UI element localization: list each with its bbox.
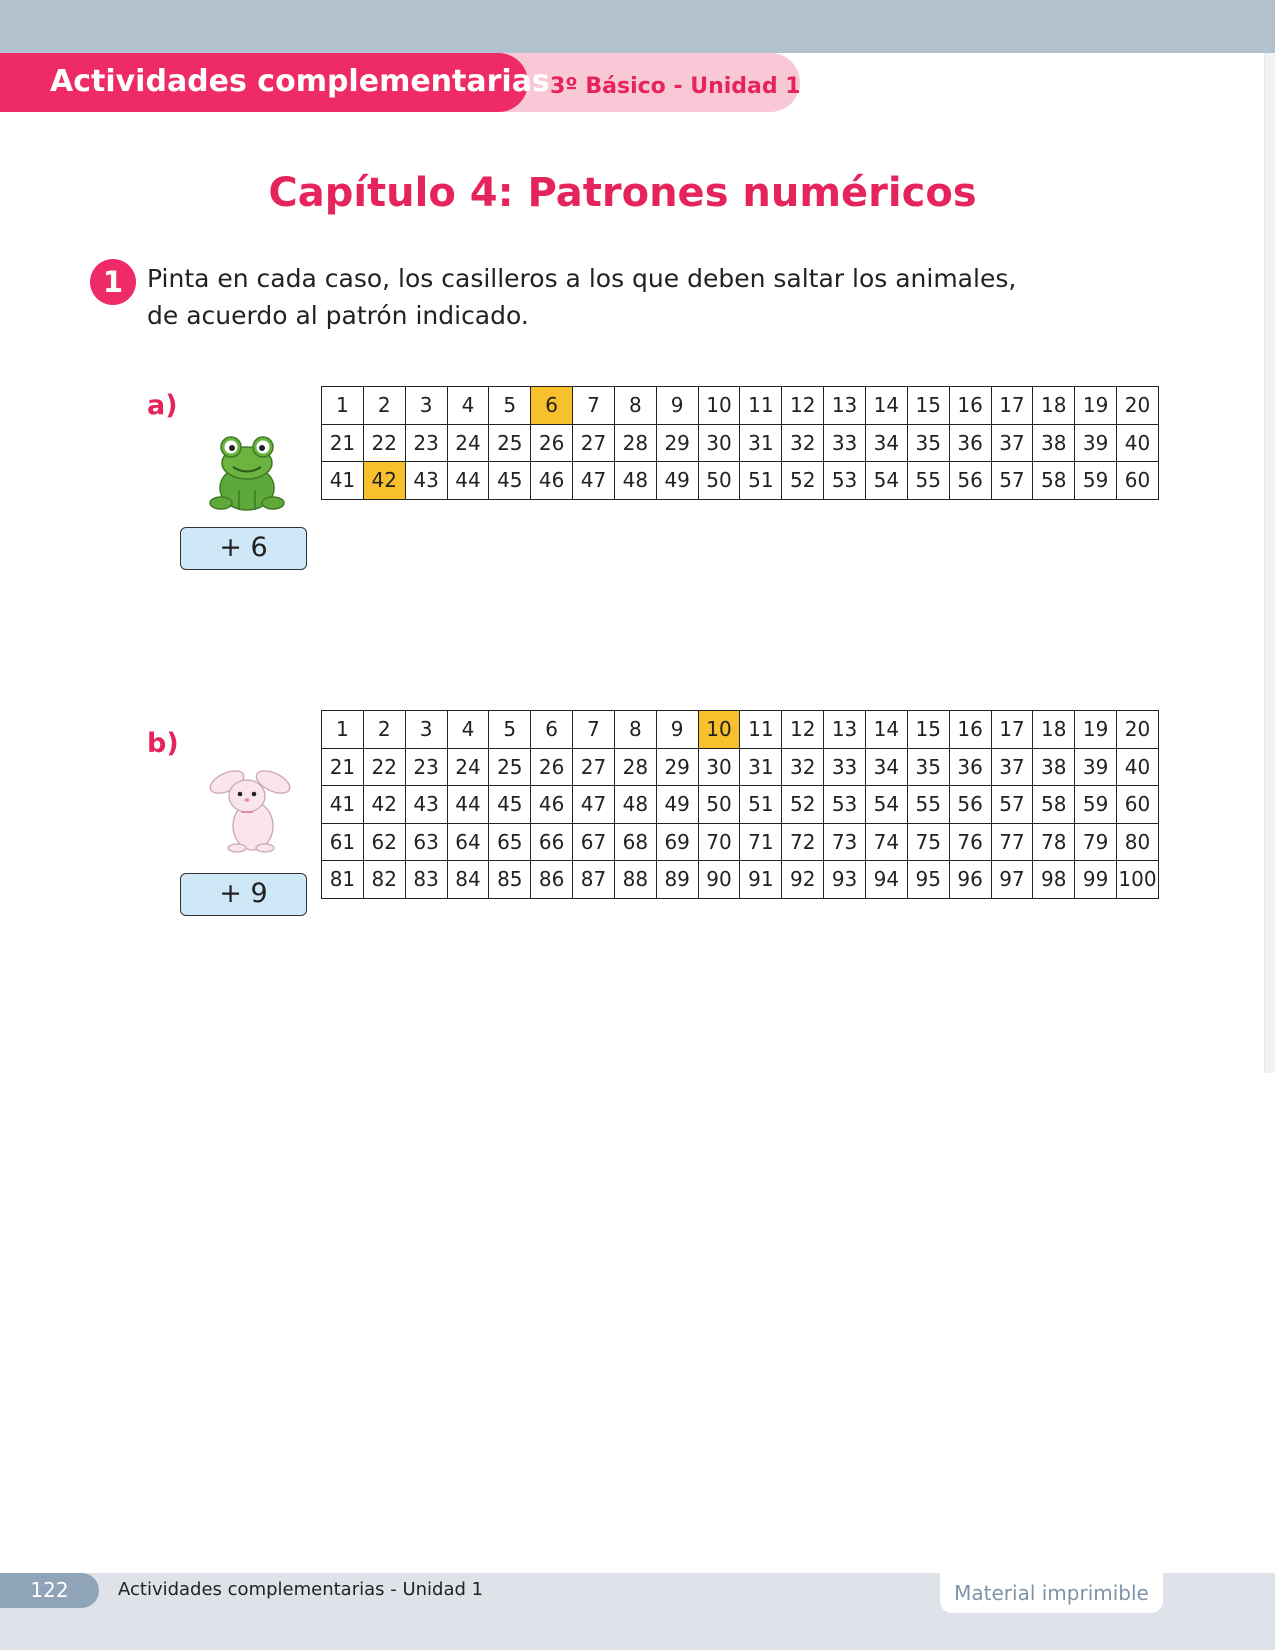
grid-cell-28[interactable]: 28 — [614, 748, 656, 786]
grid-cell-23[interactable]: 23 — [405, 748, 447, 786]
grid-cell-22[interactable]: 22 — [363, 748, 405, 786]
grid-cell-14[interactable]: 14 — [865, 387, 907, 425]
header-title: Actividades complementarias — [50, 64, 550, 99]
grid-cell-50[interactable]: 50 — [698, 786, 740, 824]
grid-cell-35[interactable]: 35 — [907, 748, 949, 786]
grid-cell-4[interactable]: 4 — [447, 387, 489, 425]
grid-cell-2[interactable]: 2 — [363, 387, 405, 425]
grid-cell-94[interactable]: 94 — [865, 861, 907, 899]
grid-cell-27[interactable]: 27 — [573, 424, 615, 462]
grid-cell-6[interactable]: 6 — [531, 711, 573, 749]
footer-text: Actividades complementarias - Unidad 1 — [118, 1579, 484, 1600]
material-imprimible-label: Material imprimible — [940, 1573, 1163, 1613]
grid-row — [322, 462, 1159, 500]
grid-cell-25[interactable]: 25 — [489, 748, 531, 786]
grid-cell-63[interactable]: 63 — [405, 823, 447, 861]
grid-cell-38[interactable]: 38 — [1033, 748, 1075, 786]
grid-cell-57[interactable]: 57 — [991, 462, 1033, 500]
grid-cell-24[interactable]: 24 — [447, 748, 489, 786]
grid-cell-7[interactable]: 7 — [573, 387, 615, 425]
grid-cell-54[interactable]: 54 — [865, 462, 907, 500]
grid-cell-43[interactable]: 43 — [405, 786, 447, 824]
grid-cell-26[interactable]: 26 — [531, 748, 573, 786]
grid-row — [322, 748, 1159, 786]
question-instruction: Pinta en cada caso, los casilleros a los que deben saltar los animales, de acuerdo al patrón indicado. — [147, 264, 1017, 330]
grid-cell-21[interactable]: 21 — [322, 424, 364, 462]
grid-cell-44[interactable]: 44 — [447, 462, 489, 500]
grid-cell-45[interactable]: 45 — [489, 786, 531, 824]
grid-cell-36[interactable]: 36 — [949, 748, 991, 786]
grid-cell-1[interactable]: 1 — [322, 711, 364, 749]
grid-cell-14[interactable]: 14 — [865, 711, 907, 749]
grid-cell-4[interactable]: 4 — [447, 711, 489, 749]
grid-cell-84[interactable]: 84 — [447, 861, 489, 899]
grid-cell-57[interactable]: 57 — [991, 786, 1033, 824]
grid-cell-60[interactable]: 60 — [1117, 462, 1159, 500]
grid-cell-33[interactable]: 33 — [824, 748, 866, 786]
grid-cell-48[interactable]: 48 — [614, 786, 656, 824]
grid-cell-52[interactable]: 52 — [782, 462, 824, 500]
grid-cell-34[interactable]: 34 — [865, 748, 907, 786]
grid-cell-7[interactable]: 7 — [573, 711, 615, 749]
pattern-box-b: + 9 — [180, 873, 307, 916]
grid-row — [322, 711, 1159, 749]
grid-cell-11[interactable]: 11 — [740, 711, 782, 749]
grid-cell-47[interactable]: 47 — [573, 462, 615, 500]
grid-cell-30[interactable]: 30 — [698, 748, 740, 786]
grid-cell-21[interactable]: 21 — [322, 748, 364, 786]
grid-cell-3[interactable]: 3 — [405, 711, 447, 749]
grid-cell-92[interactable]: 92 — [782, 861, 824, 899]
grid-cell-24[interactable]: 24 — [447, 424, 489, 462]
grid-cell-11[interactable]: 11 — [740, 387, 782, 425]
grid-cell-72[interactable]: 72 — [782, 823, 824, 861]
grid-cell-28[interactable]: 28 — [614, 424, 656, 462]
grid-cell-78[interactable]: 78 — [1033, 823, 1075, 861]
grid-cell-88[interactable]: 88 — [614, 861, 656, 899]
grid-cell-73[interactable]: 73 — [824, 823, 866, 861]
grid-cell-41[interactable]: 41 — [322, 786, 364, 824]
grid-cell-5[interactable]: 5 — [489, 711, 531, 749]
grid-cell-12[interactable]: 12 — [782, 387, 824, 425]
grid-cell-67[interactable]: 67 — [573, 823, 615, 861]
grid-cell-20[interactable]: 20 — [1117, 711, 1159, 749]
top-bar — [0, 0, 1275, 53]
grid-cell-18[interactable]: 18 — [1033, 387, 1075, 425]
grid-cell-59[interactable]: 59 — [1075, 786, 1117, 824]
grid-cell-1[interactable]: 1 — [322, 387, 364, 425]
grid-cell-93[interactable]: 93 — [824, 861, 866, 899]
grid-row — [322, 387, 1159, 425]
grid-cell-39[interactable]: 39 — [1075, 748, 1117, 786]
grid-cell-97[interactable]: 97 — [991, 861, 1033, 899]
grid-cell-100[interactable]: 100 — [1117, 861, 1159, 899]
grid-cell-66[interactable]: 66 — [531, 823, 573, 861]
grid-cell-19[interactable]: 19 — [1075, 711, 1117, 749]
pattern-box-a: + 6 — [180, 527, 307, 570]
grid-cell-6[interactable]: 6 — [531, 387, 573, 425]
grid-cell-18[interactable]: 18 — [1033, 711, 1075, 749]
page-number: 122 — [0, 1573, 99, 1608]
grid-cell-5[interactable]: 5 — [489, 387, 531, 425]
grid-row — [322, 823, 1159, 861]
grid-cell-49[interactable]: 49 — [656, 786, 698, 824]
grid-cell-39[interactable]: 39 — [1075, 424, 1117, 462]
grid-cell-49[interactable]: 49 — [656, 462, 698, 500]
part-b-label: b) — [147, 728, 179, 759]
grid-cell-44[interactable]: 44 — [447, 786, 489, 824]
page-edge — [1264, 53, 1275, 1073]
grid-cell-98[interactable]: 98 — [1033, 861, 1075, 899]
grid-cell-85[interactable]: 85 — [489, 861, 531, 899]
grid-cell-26[interactable]: 26 — [531, 424, 573, 462]
grid-cell-12[interactable]: 12 — [782, 711, 824, 749]
grid-cell-58[interactable]: 58 — [1033, 462, 1075, 500]
grid-cell-61[interactable]: 61 — [322, 823, 364, 861]
grid-cell-48[interactable]: 48 — [614, 462, 656, 500]
grid-cell-51[interactable]: 51 — [740, 786, 782, 824]
grid-cell-50[interactable]: 50 — [698, 462, 740, 500]
grid-cell-38[interactable]: 38 — [1033, 424, 1075, 462]
grid-cell-55[interactable]: 55 — [907, 786, 949, 824]
grid-cell-29[interactable]: 29 — [656, 748, 698, 786]
grid-cell-86[interactable]: 86 — [531, 861, 573, 899]
grid-cell-30[interactable]: 30 — [698, 424, 740, 462]
grid-cell-80[interactable]: 80 — [1117, 823, 1159, 861]
grid-cell-37[interactable]: 37 — [991, 748, 1033, 786]
grid-cell-76[interactable]: 76 — [949, 823, 991, 861]
grid-cell-33[interactable]: 33 — [824, 424, 866, 462]
grid-cell-8[interactable]: 8 — [614, 387, 656, 425]
grid-cell-59[interactable]: 59 — [1075, 462, 1117, 500]
grid-cell-17[interactable]: 17 — [991, 711, 1033, 749]
grid-cell-90[interactable]: 90 — [698, 861, 740, 899]
grid-cell-56[interactable]: 56 — [949, 462, 991, 500]
grid-cell-32[interactable]: 32 — [782, 424, 824, 462]
grid-cell-46[interactable]: 46 — [531, 786, 573, 824]
grid-cell-15[interactable]: 15 — [907, 387, 949, 425]
question-number: 1 — [90, 259, 136, 305]
grid-cell-55[interactable]: 55 — [907, 462, 949, 500]
rabbit-icon — [205, 760, 295, 855]
grid-row — [322, 424, 1159, 462]
grid-cell-65[interactable]: 65 — [489, 823, 531, 861]
grid-cell-87[interactable]: 87 — [573, 861, 615, 899]
grid-row — [322, 861, 1159, 899]
grid-row — [322, 786, 1159, 824]
grid-cell-20[interactable]: 20 — [1117, 387, 1159, 425]
grid-cell-9[interactable]: 9 — [656, 711, 698, 749]
grid-cell-31[interactable]: 31 — [740, 424, 782, 462]
grid-cell-42[interactable]: 42 — [363, 462, 405, 500]
grid-cell-64[interactable]: 64 — [447, 823, 489, 861]
grid-cell-29[interactable]: 29 — [656, 424, 698, 462]
grid-cell-13[interactable]: 13 — [824, 387, 866, 425]
grid-cell-31[interactable]: 31 — [740, 748, 782, 786]
grid-cell-91[interactable]: 91 — [740, 861, 782, 899]
grid-cell-99[interactable]: 99 — [1075, 861, 1117, 899]
grid-cell-41[interactable]: 41 — [322, 462, 364, 500]
grid-cell-70[interactable]: 70 — [698, 823, 740, 861]
grid-cell-47[interactable]: 47 — [573, 786, 615, 824]
grid-cell-37[interactable]: 37 — [991, 424, 1033, 462]
frog-icon — [205, 430, 290, 515]
number-grid-a — [321, 386, 1159, 500]
grid-cell-3[interactable]: 3 — [405, 387, 447, 425]
grid-cell-53[interactable]: 53 — [824, 462, 866, 500]
grid-cell-13[interactable]: 13 — [824, 711, 866, 749]
grid-cell-34[interactable]: 34 — [865, 424, 907, 462]
grid-cell-74[interactable]: 74 — [865, 823, 907, 861]
grid-cell-40[interactable]: 40 — [1117, 748, 1159, 786]
number-grid-b — [321, 710, 1159, 899]
grid-cell-35[interactable]: 35 — [907, 424, 949, 462]
grid-cell-53[interactable]: 53 — [824, 786, 866, 824]
grid-cell-42[interactable]: 42 — [363, 786, 405, 824]
grid-cell-15[interactable]: 15 — [907, 711, 949, 749]
grid-cell-16[interactable]: 16 — [949, 387, 991, 425]
grid-cell-95[interactable]: 95 — [907, 861, 949, 899]
grid-cell-10[interactable]: 10 — [698, 387, 740, 425]
grid-cell-83[interactable]: 83 — [405, 861, 447, 899]
grid-cell-25[interactable]: 25 — [489, 424, 531, 462]
grid-cell-8[interactable]: 8 — [614, 711, 656, 749]
grid-cell-75[interactable]: 75 — [907, 823, 949, 861]
header-subtitle: 3º Básico - Unidad 1 — [550, 74, 801, 99]
grid-cell-81[interactable]: 81 — [322, 861, 364, 899]
grid-cell-62[interactable]: 62 — [363, 823, 405, 861]
part-a-label: a) — [147, 390, 178, 421]
grid-cell-89[interactable]: 89 — [656, 861, 698, 899]
grid-cell-77[interactable]: 77 — [991, 823, 1033, 861]
grid-cell-40[interactable]: 40 — [1117, 424, 1159, 462]
grid-cell-9[interactable]: 9 — [656, 387, 698, 425]
grid-cell-32[interactable]: 32 — [782, 748, 824, 786]
grid-cell-69[interactable]: 69 — [656, 823, 698, 861]
grid-cell-2[interactable]: 2 — [363, 711, 405, 749]
grid-cell-27[interactable]: 27 — [573, 748, 615, 786]
grid-cell-52[interactable]: 52 — [782, 786, 824, 824]
grid-cell-79[interactable]: 79 — [1075, 823, 1117, 861]
grid-cell-51[interactable]: 51 — [740, 462, 782, 500]
grid-cell-17[interactable]: 17 — [991, 387, 1033, 425]
grid-cell-43[interactable]: 43 — [405, 462, 447, 500]
grid-cell-60[interactable]: 60 — [1117, 786, 1159, 824]
grid-cell-96[interactable]: 96 — [949, 861, 991, 899]
grid-cell-36[interactable]: 36 — [949, 424, 991, 462]
grid-cell-10[interactable]: 10 — [698, 711, 740, 749]
grid-cell-45[interactable]: 45 — [489, 462, 531, 500]
grid-cell-68[interactable]: 68 — [614, 823, 656, 861]
grid-cell-23[interactable]: 23 — [405, 424, 447, 462]
grid-cell-19[interactable]: 19 — [1075, 387, 1117, 425]
grid-cell-46[interactable]: 46 — [531, 462, 573, 500]
chapter-title: Capítulo 4: Patrones numéricos — [268, 170, 977, 216]
grid-cell-56[interactable]: 56 — [949, 786, 991, 824]
grid-cell-58[interactable]: 58 — [1033, 786, 1075, 824]
grid-cell-16[interactable]: 16 — [949, 711, 991, 749]
grid-cell-71[interactable]: 71 — [740, 823, 782, 861]
grid-cell-82[interactable]: 82 — [363, 861, 405, 899]
grid-cell-54[interactable]: 54 — [865, 786, 907, 824]
grid-cell-22[interactable]: 22 — [363, 424, 405, 462]
